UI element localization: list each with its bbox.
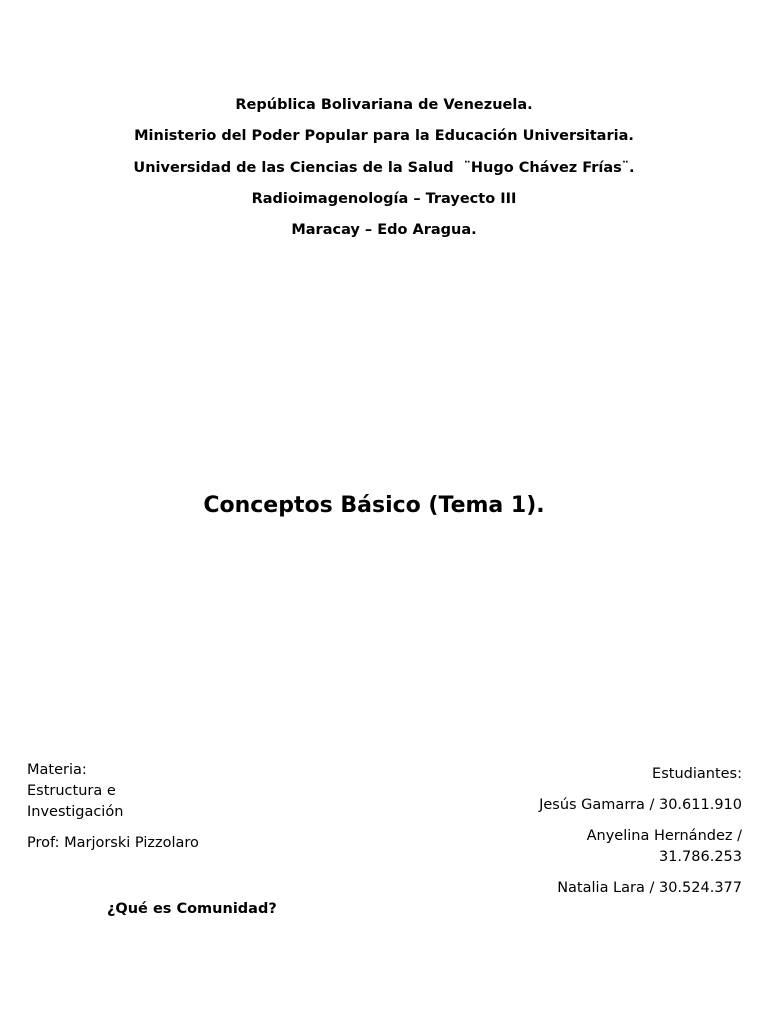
professor-name: Prof: Marjorski Pizzolaro <box>27 835 199 851</box>
subject-info <box>27 760 287 823</box>
course-info <box>27 760 287 854</box>
student-line: Natalia Lara / 30.524.377 <box>557 880 742 896</box>
document-title: Conceptos Básico (Tema 1). <box>203 493 545 518</box>
header-line-location: Maracay – Edo Aragua. <box>291 222 477 239</box>
header-line-republic: República Bolivariana de Venezuela. <box>235 97 533 113</box>
student-line: Anyelina Hernández / <box>586 828 742 844</box>
header-line-ministry: Ministerio del Poder Popular para la Educación Universitaria. <box>134 128 634 145</box>
student-line: 31.786.253 <box>658 849 742 865</box>
subject-label: Materia: <box>27 762 87 778</box>
header-line-university: Universidad de las Ciencias de la Salud ¨Hugo Chávez Frías¨. <box>133 159 635 176</box>
students-list <box>512 764 742 899</box>
header-line-program: Radioimagenología – Trayecto III <box>251 190 517 207</box>
subject-name-line-2: Investigación <box>27 804 124 820</box>
student-entry <box>512 878 742 899</box>
student-entry <box>512 795 742 816</box>
institution-header <box>0 90 768 246</box>
student-entry <box>512 826 742 868</box>
students-label: Estudiantes: <box>652 766 742 782</box>
subject-name-line-1: Estructura e <box>27 783 116 799</box>
student-line: Jesús Gamarra / 30.611.910 <box>539 797 742 813</box>
section-question: ¿Qué es Comunidad? <box>107 901 277 917</box>
